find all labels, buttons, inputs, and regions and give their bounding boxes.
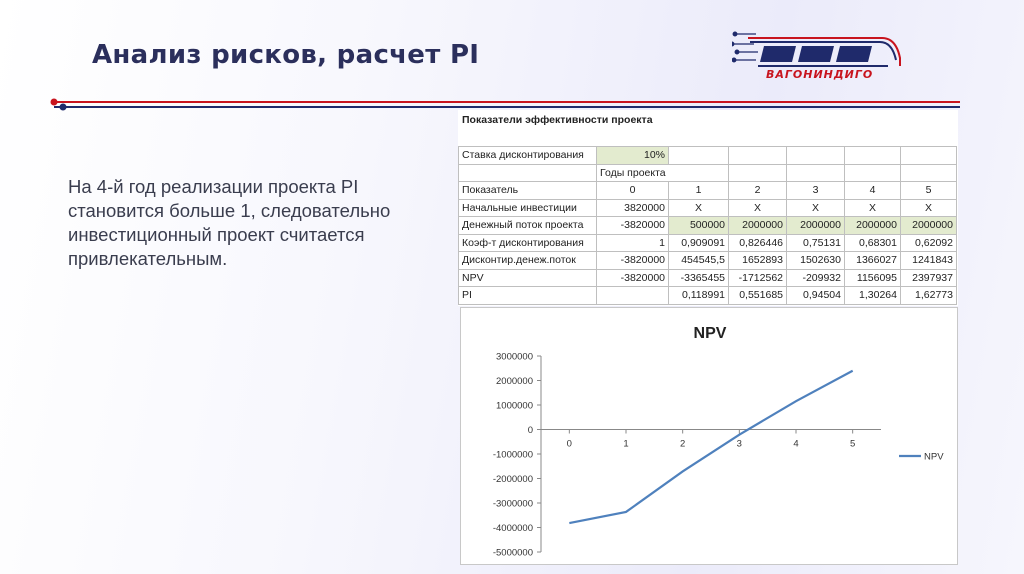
sheet-title: Показатели эффективности проекта	[462, 114, 653, 126]
table-cell: X	[845, 199, 901, 217]
table-cell: X	[901, 199, 957, 217]
table-cell: 454545,5	[669, 252, 729, 270]
table-cell: 1,62773	[901, 287, 957, 305]
row-label: Дисконтир.денеж.поток	[459, 252, 597, 270]
row-label: Начальные инвестиции	[459, 199, 597, 217]
table-cell: 1,30264	[845, 287, 901, 305]
efficiency-table	[458, 146, 957, 305]
table-cell: -3820000	[597, 269, 669, 287]
npv-chart-svg	[461, 308, 959, 566]
table-cell: -209932	[787, 269, 845, 287]
table-cell: X	[787, 199, 845, 217]
table-cell: -3820000	[597, 252, 669, 270]
table-row	[459, 234, 957, 252]
table-cell: 0,75131	[787, 234, 845, 252]
x-tick-label: 3	[736, 438, 742, 450]
table-cell: 1366027	[845, 252, 901, 270]
table-cell: 1156095	[845, 269, 901, 287]
y-tick-label: 0	[527, 425, 533, 436]
year-header: 1	[669, 182, 729, 200]
x-tick-label: 5	[850, 438, 856, 450]
table-cell: -3365455	[669, 269, 729, 287]
table-cell: 2000000	[787, 217, 845, 235]
chart-title: NPV	[693, 325, 727, 342]
year-header: 4	[845, 182, 901, 200]
years-header: Годы проекта	[597, 164, 729, 182]
table-cell: -1712562	[729, 269, 787, 287]
y-tick-label: -3000000	[492, 498, 533, 510]
x-tick-label: 0	[566, 438, 572, 450]
rule-dot-navy	[60, 104, 67, 111]
table-cell: 1	[597, 234, 669, 252]
table-cell: 2000000	[729, 217, 787, 235]
npv-chart	[460, 307, 958, 565]
row-label: Коэф-т дисконтирования	[459, 234, 597, 252]
year-header: 2	[729, 182, 787, 200]
table-cell: 500000	[669, 217, 729, 235]
table-cell: 2000000	[901, 217, 957, 235]
x-tick-label: 4	[793, 438, 799, 450]
table-cell: X	[669, 199, 729, 217]
table-cell: 2397937	[901, 269, 957, 287]
table-row	[459, 287, 957, 305]
table-cell: 2000000	[845, 217, 901, 235]
year-header: 3	[787, 182, 845, 200]
table-cell: 0,62092	[901, 234, 957, 252]
year-header: 0	[597, 182, 669, 200]
table-cell: X	[729, 199, 787, 217]
logo-wordmark: ВАГОНИНДИГО	[766, 68, 874, 81]
discount-label: Ставка дисконтирования	[459, 147, 597, 165]
years-caption-row	[459, 164, 957, 182]
body-paragraph: На 4-й год реализации проекта PI становится больше 1, следовательно инвестиционный проект считается привлекательным.	[68, 176, 391, 269]
table-row	[459, 199, 957, 217]
table-cell: -3820000	[597, 217, 669, 235]
table-row	[459, 252, 957, 270]
y-tick-label: 3000000	[496, 351, 533, 363]
header-row	[459, 182, 957, 200]
y-tick-label: -2000000	[492, 474, 533, 485]
npv-series-line	[566, 371, 852, 523]
table-cell: 0,909091	[669, 234, 729, 252]
year-header: 5	[901, 182, 957, 200]
y-tick-label: 1000000	[496, 400, 533, 412]
table-cell: 0,826446	[729, 234, 787, 252]
y-tick-label: 2000000	[496, 376, 533, 387]
table-cell	[597, 287, 669, 305]
discount-value: 10%	[597, 147, 669, 165]
table-row	[459, 217, 957, 235]
table-cell: 1502630	[787, 252, 845, 270]
slide-title: Анализ рисков, расчет PI	[92, 40, 480, 70]
y-tick-label: -1000000	[492, 449, 533, 461]
y-tick-label: -4000000	[492, 523, 533, 534]
row-label: PI	[459, 287, 597, 305]
table-cell: 1241843	[901, 252, 957, 270]
table-cell: 0,94504	[787, 287, 845, 305]
x-tick-label: 1	[623, 438, 629, 450]
efficiency-spreadsheet	[458, 110, 958, 306]
y-tick-label: -5000000	[492, 547, 533, 559]
x-tick-label: 2	[680, 438, 686, 450]
table-cell: 0,68301	[845, 234, 901, 252]
table-cell: 0,551685	[729, 287, 787, 305]
table-cell: 3820000	[597, 199, 669, 217]
row-label: Денежный поток проекта	[459, 217, 597, 235]
rule-dot-red	[51, 99, 58, 106]
table-row	[459, 269, 957, 287]
row-label: NPV	[459, 269, 597, 287]
table-cell: 1652893	[729, 252, 787, 270]
table-cell: 0,118991	[669, 287, 729, 305]
indicator-header: Показатель	[459, 182, 597, 200]
discount-row	[459, 147, 957, 165]
legend-label: NPV	[924, 451, 944, 463]
